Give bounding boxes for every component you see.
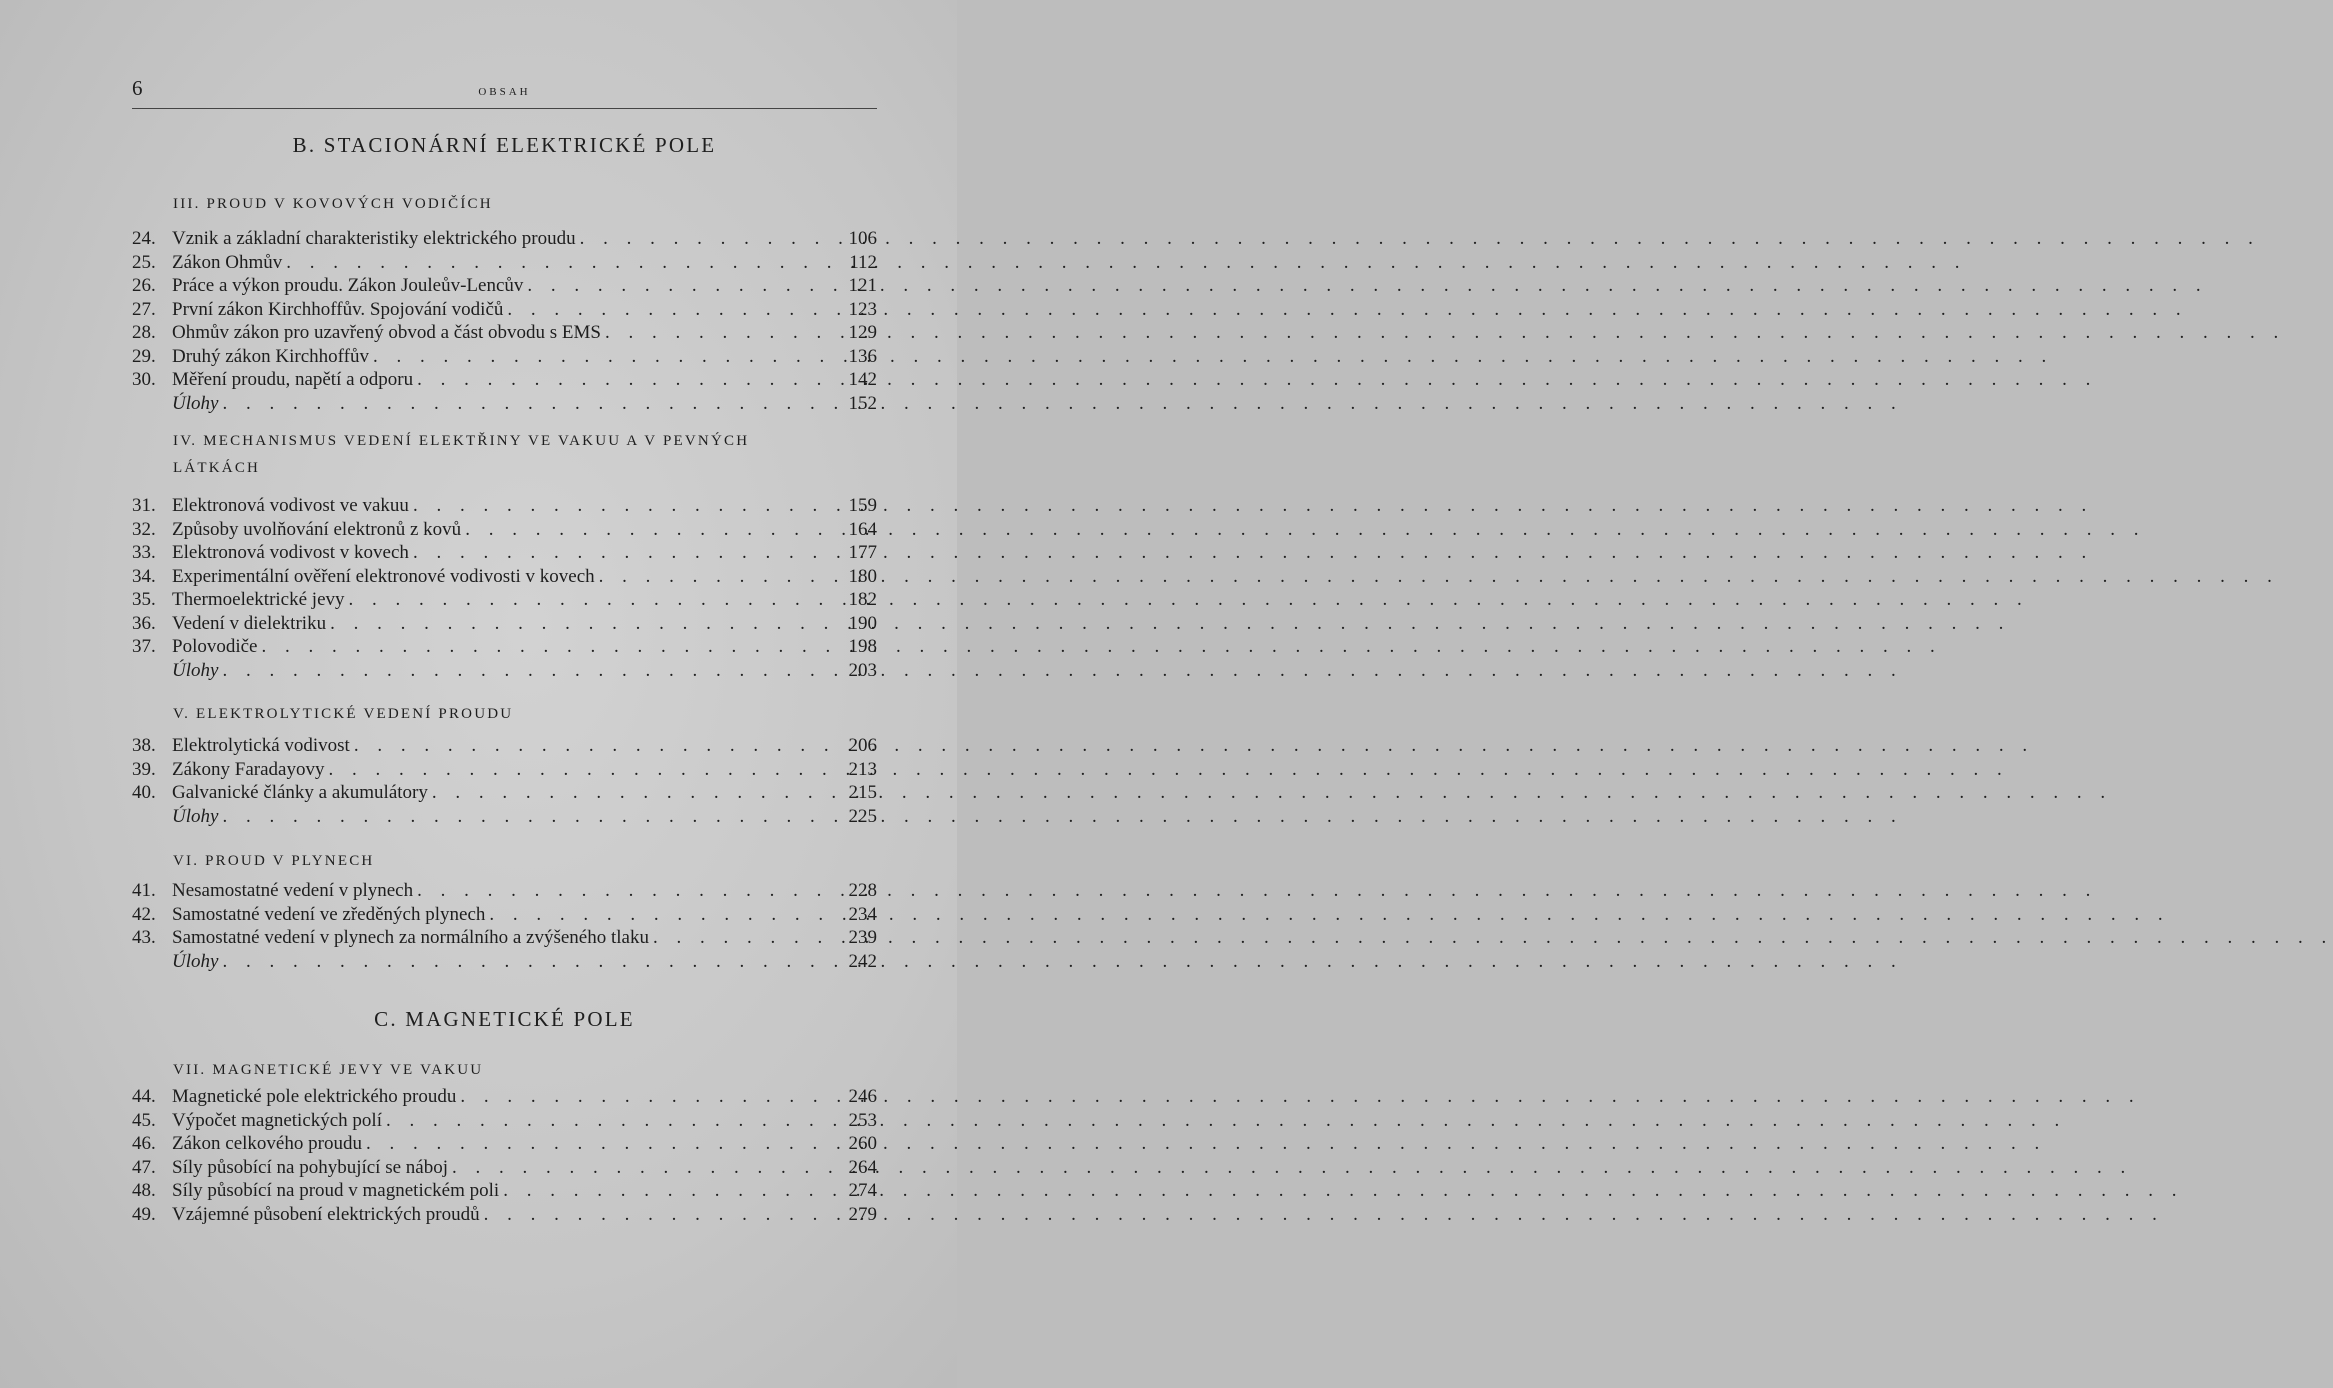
- entry-page: 246: [848, 1086, 877, 1107]
- chapter-heading-v: [173, 701, 877, 728]
- leader-dots: [413, 879, 842, 903]
- book-page: [0, 0, 957, 1388]
- entry-title: Zákon celkového proudu: [172, 1133, 362, 1154]
- toc-entry: [132, 612, 877, 636]
- toc-entry: [132, 758, 877, 782]
- entry-title: Úlohy: [172, 950, 219, 972]
- entry-number: 24.: [132, 228, 156, 249]
- entry-number: 30.: [132, 369, 156, 390]
- leader-dots: [218, 950, 842, 974]
- entry-title: Elektrolytická vodivost: [172, 735, 350, 756]
- chapter-heading-vii: [173, 1057, 877, 1084]
- leader-dots: [461, 518, 842, 542]
- toc-entry: [132, 1132, 877, 1156]
- toc-entry: [132, 588, 877, 612]
- entry-title: Elektronová vodivost ve vakuu: [172, 495, 409, 516]
- entry-page: 198: [848, 636, 877, 657]
- toc-list-iii: [132, 227, 877, 415]
- entry-title: Zákon Ohmův: [172, 251, 283, 273]
- entry-page: 203: [848, 659, 877, 681]
- entry-number: 37.: [132, 636, 156, 657]
- leader-dots: [428, 781, 843, 805]
- entry-page: 180: [848, 565, 877, 587]
- leader-dots: [362, 1132, 843, 1156]
- toc-list-iv: [132, 494, 877, 682]
- leader-dots: [409, 494, 843, 518]
- entry-title: Polovodiče: [172, 636, 258, 657]
- leader-dots: [350, 734, 843, 758]
- entry-title: Nesamostatné vedení v plynech: [172, 880, 414, 901]
- entry-page: 260: [848, 1133, 877, 1154]
- entry-title: Zákony Faradayovy: [172, 758, 325, 780]
- leader-dots: [499, 1179, 842, 1203]
- entry-number: 34.: [132, 565, 156, 587]
- entry-title: Práce a výkon proudu. Zákon Jouleův-Lencův: [172, 275, 524, 296]
- entry-number: 40.: [132, 782, 156, 803]
- toc-entry: [132, 734, 877, 758]
- leader-dots: [218, 659, 842, 683]
- entry-title: Galvanické články a akumulátory: [172, 782, 428, 803]
- toc-entry: [132, 781, 877, 805]
- entry-title: Úlohy: [172, 392, 219, 414]
- entry-title: Výpočet magnetických polí: [172, 1109, 382, 1131]
- entry-number: 44.: [132, 1086, 156, 1107]
- chapter-title: IV. MECHANISMUS VEDENÍ ELEKTŘINY VE VAKUU A V PEVNÝCH: [173, 433, 750, 449]
- entry-page: 182: [848, 589, 877, 610]
- toc-entry-exercises: [132, 950, 877, 974]
- toc-entry: [132, 879, 877, 903]
- toc-entry: [132, 251, 877, 275]
- entry-page: 121: [848, 275, 877, 296]
- toc-entry: [132, 518, 877, 542]
- chapter-heading-iii: [173, 191, 877, 218]
- leader-dots: [485, 903, 842, 927]
- leader-dots: [649, 926, 843, 950]
- entry-title: Magnetické pole elektrického proudu: [172, 1086, 457, 1107]
- entry-title: Úlohy: [172, 805, 219, 827]
- part-title-b: B. STACIONÁRNÍ ELEKTRICKÉ POLE: [292, 133, 717, 157]
- entry-title: Vzájemné působení elektrických proudů: [172, 1203, 480, 1225]
- toc-entry: [132, 1179, 877, 1203]
- entry-title: Úlohy: [172, 659, 219, 681]
- leader-dots: [345, 588, 843, 612]
- leader-dots: [282, 251, 843, 275]
- entry-page: 215: [848, 782, 877, 803]
- entry-title: Ohmův zákon pro uzavřený obvod a část obvodu s EMS: [172, 322, 602, 343]
- leader-dots: [409, 541, 843, 565]
- entry-title: Síly působící na proud v magnetickém poli: [172, 1180, 500, 1201]
- entry-page: 164: [848, 518, 877, 540]
- toc-entry: [132, 926, 877, 950]
- entry-number: 42.: [132, 903, 156, 925]
- leader-dots: [503, 298, 842, 322]
- toc-entry: [132, 541, 877, 565]
- toc-entry: [132, 321, 877, 345]
- entry-page: 112: [849, 251, 877, 273]
- part-title-c: C. MAGNETICKÉ POLE: [374, 1007, 635, 1031]
- page-header: [132, 76, 877, 109]
- toc-entry: [132, 227, 877, 251]
- chapter-heading-iv: [173, 428, 877, 482]
- chapter-title: VI. PROUD V PLYNECH: [173, 853, 375, 869]
- entry-page: 264: [848, 1156, 877, 1178]
- toc-entry: [132, 345, 877, 369]
- leader-dots: [218, 392, 842, 416]
- entry-page: 234: [848, 903, 877, 925]
- entry-title: Způsoby uvolňování elektronů z kovů: [172, 518, 462, 540]
- leader-dots: [218, 805, 842, 829]
- entry-page: 225: [848, 805, 877, 827]
- toc-entry: [132, 1085, 877, 1109]
- toc-entry: [132, 565, 877, 589]
- entry-number: 32.: [132, 518, 156, 540]
- entry-number: 35.: [132, 589, 156, 610]
- entry-page: 213: [848, 758, 877, 780]
- toc-entry: [132, 274, 877, 298]
- toc-entry-exercises: [132, 392, 877, 416]
- entry-page: 206: [848, 735, 877, 756]
- toc-entry: [132, 1109, 877, 1133]
- entry-number: 45.: [132, 1109, 156, 1131]
- entry-page: 177: [848, 542, 877, 563]
- entry-page: 253: [848, 1109, 877, 1131]
- entry-title: Samostatné vedení ve zředěných plynech: [172, 903, 486, 925]
- entry-page: 142: [848, 369, 877, 390]
- entry-number: 39.: [132, 758, 156, 780]
- entry-title: Experimentální ověření elektronové vodivosti v kovech: [172, 565, 595, 587]
- entry-number: 27.: [132, 298, 156, 320]
- toc-entry: [132, 298, 877, 322]
- leader-dots: [448, 1156, 842, 1180]
- entry-number: 31.: [132, 495, 156, 516]
- leader-dots: [576, 227, 843, 251]
- chapter-title-continued: LÁTKÁCH: [173, 460, 261, 476]
- entry-number: 48.: [132, 1180, 156, 1201]
- toc-entry: [132, 1156, 877, 1180]
- entry-number: 25.: [132, 251, 156, 273]
- entry-number: 47.: [132, 1156, 156, 1178]
- chapter-title: V. ELEKTROLYTICKÉ VEDENÍ PROUDU: [173, 706, 514, 722]
- entry-number: 26.: [132, 275, 156, 296]
- entry-title: Vznik a základní charakteristiky elektrického proudu: [172, 228, 576, 249]
- toc-entry: [132, 1203, 877, 1227]
- entry-title: Druhý zákon Kirchhoffův: [172, 345, 369, 367]
- entry-page: 239: [848, 927, 877, 948]
- entry-number: 41.: [132, 880, 156, 901]
- entry-number: 46.: [132, 1133, 156, 1154]
- entry-page: 159: [848, 495, 877, 516]
- entry-title: Síly působící na pohybující se náboj: [172, 1156, 449, 1178]
- leader-dots: [595, 565, 843, 589]
- toc-list-vi: [132, 879, 877, 973]
- chapter-title: VII. MAGNETICKÉ JEVY VE VAKUU: [173, 1062, 484, 1078]
- entry-number: 38.: [132, 735, 156, 756]
- entry-title: Elektronová vodivost v kovech: [172, 542, 409, 563]
- entry-page: 190: [848, 612, 877, 634]
- entry-title: První zákon Kirchhoffův. Spojování vodičů: [172, 298, 504, 320]
- chapter-title: III. PROUD V KOVOVÝCH VODIČÍCH: [173, 196, 493, 212]
- entry-number: 28.: [132, 322, 156, 343]
- entry-page: 279: [848, 1203, 877, 1225]
- toc-list-vii: [132, 1085, 877, 1226]
- toc-entry: [132, 903, 877, 927]
- toc-list-v: [132, 734, 877, 828]
- entry-number: 36.: [132, 612, 156, 634]
- chapter-heading-vi: [173, 848, 877, 875]
- leader-dots: [369, 345, 843, 369]
- leader-dots: [523, 274, 842, 298]
- entry-title: Samostatné vedení v plynech za normálního a zvýšeného tlaku: [172, 927, 649, 948]
- toc-entry: [132, 494, 877, 518]
- entry-title: Thermoelektrické jevy: [172, 589, 345, 610]
- entry-title: Měření proudu, napětí a odporu: [172, 369, 414, 390]
- entry-page: 152: [848, 392, 877, 414]
- entry-number: 43.: [132, 927, 156, 948]
- leader-dots: [382, 1109, 843, 1133]
- leader-dots: [326, 612, 842, 636]
- leader-dots: [324, 758, 842, 782]
- entry-page: 274: [848, 1180, 877, 1201]
- page-number: 6: [132, 76, 143, 100]
- entry-number: 33.: [132, 542, 156, 563]
- leader-dots: [258, 635, 843, 659]
- leader-dots: [413, 368, 842, 392]
- entry-page: 129: [848, 322, 877, 343]
- leader-dots: [480, 1203, 843, 1227]
- entry-number: 49.: [132, 1203, 156, 1225]
- running-head: OBSAH: [478, 86, 531, 98]
- entry-page: 123: [848, 298, 877, 320]
- entry-page: 136: [848, 345, 877, 367]
- entry-title: Vedení v dielektriku: [172, 612, 327, 634]
- toc-entry: [132, 635, 877, 659]
- toc-entry-exercises: [132, 805, 877, 829]
- leader-dots: [601, 321, 842, 345]
- entry-page: 106: [848, 228, 877, 249]
- leader-dots: [456, 1085, 842, 1109]
- entry-page: 228: [848, 880, 877, 901]
- toc-entry-exercises: [132, 659, 877, 683]
- entry-page: 242: [848, 950, 877, 972]
- entry-number: 29.: [132, 345, 156, 367]
- toc-entry: [132, 368, 877, 392]
